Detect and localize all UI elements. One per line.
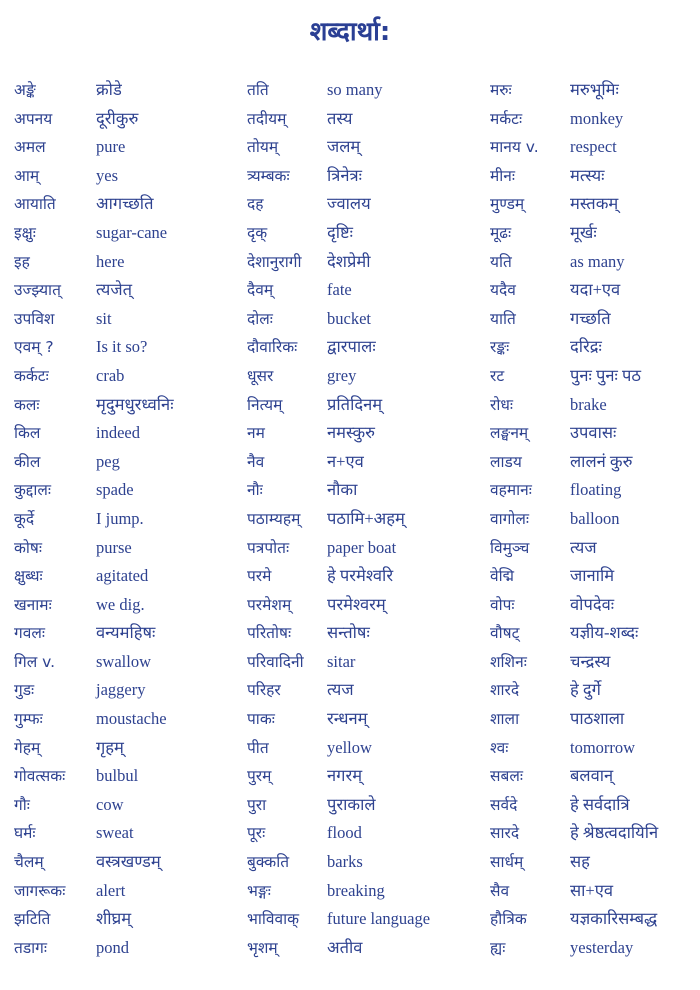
entry-word: वहमानः	[490, 481, 532, 500]
entry-word: भृशम्	[247, 938, 278, 957]
entry-meaning: pond	[96, 937, 129, 957]
entry-meaning: अतीव	[327, 937, 363, 957]
entry-meaning: तस्य	[327, 108, 353, 128]
entry-word: नित्यम्	[247, 395, 283, 414]
entry-meaning: मस्तकम्	[570, 194, 619, 214]
entry-meaning: बलवान्	[570, 766, 614, 786]
entry-meaning: fate	[327, 280, 352, 300]
entry-meaning: indeed	[96, 423, 140, 443]
entry-word: गौः	[14, 795, 30, 814]
entry-meaning: दरिद्रः	[570, 337, 602, 357]
entry-meaning: Is it so?	[96, 337, 148, 357]
entry-word: चैलम्	[14, 853, 44, 872]
entry-meaning: पुनः पुनः पठ	[570, 365, 641, 385]
entry-meaning: त्यज	[570, 537, 597, 557]
entry-word: देशानुरागी	[247, 252, 302, 271]
entry-word: इक्षुः	[14, 223, 36, 242]
entry-meaning: purse	[96, 537, 132, 557]
entry-word: श्वः	[490, 738, 509, 757]
entry-meaning: आगच्छति	[96, 194, 154, 214]
entry-word: दोलः	[247, 309, 273, 328]
entry-word: गुम्फः	[14, 710, 43, 729]
entry-word: अमल	[14, 138, 46, 157]
entry-meaning: I jump.	[96, 508, 144, 528]
entry-meaning: alert	[96, 880, 126, 900]
entry-word: यति	[490, 252, 512, 271]
entry-word: कुद्दालः	[14, 481, 52, 500]
entry-meaning: चन्द्रस्य	[570, 651, 611, 671]
entry-word: गिल v.	[14, 652, 56, 671]
entry-meaning: त्यजेत्	[96, 280, 133, 300]
entry-meaning: yellow	[327, 737, 372, 757]
entry-meaning: agitated	[96, 566, 149, 586]
entry-meaning: breaking	[327, 880, 385, 900]
entry-word: आयाति	[14, 195, 56, 214]
entry-meaning: सह	[570, 852, 590, 872]
entry-meaning: गृहम्	[96, 737, 124, 757]
entry-word: विमुञ्च	[490, 538, 530, 557]
entry-word: मुण्डम्	[490, 195, 525, 214]
entry-meaning: नगरम्	[327, 766, 363, 786]
entry-meaning: जलम्	[327, 137, 361, 157]
entry-word: शारदे	[490, 681, 520, 700]
entry-meaning: मृदुमधुरध्वनिः	[96, 394, 174, 414]
entry-word: पुरम्	[247, 767, 272, 786]
entry-word: मानय v.	[490, 138, 539, 157]
entry-word: परमेशम्	[247, 595, 292, 614]
entry-meaning: peg	[96, 451, 120, 471]
entry-meaning: barks	[327, 852, 363, 872]
entry-meaning: न+एव	[327, 451, 364, 471]
entry-meaning: we dig.	[96, 594, 145, 614]
entry-word: तोयम्	[247, 138, 279, 157]
entry-meaning: ज्वालय	[327, 194, 371, 214]
entry-word: जागरूकः	[14, 881, 66, 900]
entry-meaning: tomorrow	[570, 737, 636, 757]
entry-meaning: sit	[96, 308, 112, 328]
entry-meaning: सा+एव	[570, 880, 614, 900]
entry-meaning: grey	[327, 365, 357, 385]
entry-word: त्र्यम्बकः	[247, 166, 290, 185]
entry-meaning: द्वारपालः	[327, 337, 376, 357]
entry-meaning: शीघ्रम्	[96, 909, 132, 929]
entry-word: क्षुब्धः	[14, 567, 43, 586]
entry-meaning: लालनं कुरु	[570, 451, 633, 471]
entry-meaning: sweat	[96, 823, 134, 843]
entry-meaning: दृष्टिः	[327, 222, 354, 242]
entry-word: तदीयम्	[247, 109, 287, 128]
entry-meaning: here	[96, 251, 125, 271]
entry-meaning: sugar-cane	[96, 222, 168, 242]
entry-word: गवलः	[14, 624, 45, 643]
entry-word: नैव	[247, 452, 265, 471]
entry-meaning: हे परमेश्वरि	[327, 566, 394, 586]
entry-meaning: पाठशाला	[570, 709, 625, 729]
entry-meaning: moustache	[96, 709, 167, 729]
entry-meaning: हे श्रेष्ठत्वदायिनि	[570, 823, 659, 843]
entry-meaning: swallow	[96, 651, 151, 671]
entry-word: नौः	[247, 481, 263, 500]
entry-word: दृक्	[247, 223, 268, 242]
page-title: शब्दार्था:	[309, 17, 391, 47]
entry-word: भाविवाक्	[247, 910, 300, 929]
entry-meaning: गच्छति	[570, 308, 611, 328]
entry-word: मूढः	[490, 223, 512, 242]
entry-word: सैव	[490, 881, 510, 900]
entry-meaning: यदा+एव	[570, 280, 621, 300]
entry-word: परितोषः	[247, 624, 292, 643]
entry-word: शाला	[490, 710, 520, 729]
entry-meaning: yes	[96, 165, 118, 185]
entry-meaning: वोपदेवः	[570, 594, 615, 614]
entry-meaning: रन्धनम्	[327, 709, 368, 729]
entry-meaning: परमेश्वरम्	[327, 594, 386, 614]
entry-word: भङ्गः	[247, 881, 271, 900]
entry-meaning: pure	[96, 137, 126, 157]
entry-word: मीनः	[490, 166, 516, 185]
entry-word: अपनय	[14, 109, 53, 128]
entry-meaning: balloon	[570, 508, 620, 528]
entry-word: मरुः	[490, 81, 512, 99]
entry-word: लाडय	[490, 452, 522, 471]
entry-word: पठाम्यहम्	[247, 509, 301, 528]
entry-word: बुक्कति	[247, 853, 290, 872]
entry-word: आम्	[14, 166, 40, 185]
entry-word: गोवत्सकः	[14, 767, 66, 786]
entry-word: खनामः	[14, 595, 52, 614]
entry-meaning: जानामि	[570, 566, 615, 586]
entry-meaning: bulbul	[96, 766, 139, 786]
entry-meaning: brake	[570, 394, 607, 414]
entry-meaning: bucket	[327, 308, 371, 328]
entry-word: तति	[247, 81, 269, 99]
entry-word: कर्कटः	[14, 366, 49, 385]
entry-meaning: नौका	[327, 480, 358, 500]
entry-meaning: jaggery	[96, 680, 146, 700]
entry-word: पाकः	[247, 710, 275, 729]
entry-meaning: flood	[327, 823, 362, 843]
entry-word: सार्धम्	[490, 853, 524, 872]
entry-word: शशिनः	[490, 652, 527, 671]
entry-meaning: yesterday	[570, 937, 634, 957]
entry-word: सर्वदे	[490, 795, 518, 814]
entry-meaning: मत्स्यः	[570, 165, 605, 185]
entry-word: दौवारिकः	[247, 338, 298, 357]
entry-word: अङ्के	[14, 81, 36, 99]
entry-word: पुरा	[247, 795, 267, 814]
entry-meaning: so many	[327, 80, 383, 99]
entry-word: पीत	[247, 738, 269, 757]
entry-word: हौत्रिक	[490, 910, 527, 929]
entry-meaning: यज्ञकारिसम्बद्ध	[570, 909, 658, 929]
entry-meaning: दूरीकुरु	[96, 108, 139, 128]
entry-word: वोपः	[490, 595, 515, 614]
entry-meaning: sitar	[327, 651, 356, 671]
entry-meaning: हे दुर्गे	[570, 680, 601, 700]
entry-word: रङ्कः	[490, 338, 510, 357]
entry-word: परमे	[247, 567, 272, 586]
entry-word: एवम् ?	[14, 338, 54, 357]
entry-meaning: प्रतिदिनम्	[327, 394, 383, 414]
entry-word: तडागः	[14, 938, 47, 957]
entry-word: किल	[14, 424, 41, 443]
entry-meaning: वन्यमहिषः	[96, 623, 156, 643]
entry-word: याति	[490, 309, 516, 328]
entry-meaning: crab	[96, 365, 125, 385]
entry-meaning: spade	[96, 480, 134, 500]
entry-word: घर्मः	[14, 824, 36, 843]
entry-word: मर्कटः	[490, 109, 523, 128]
entry-meaning: floating	[570, 480, 622, 500]
entry-word: रट	[490, 366, 505, 385]
entry-word: यदैव	[490, 281, 516, 300]
entry-meaning: मूर्खः	[570, 222, 597, 242]
entry-word: नम	[247, 424, 265, 443]
entry-word: रोधः	[490, 395, 514, 414]
entry-word: कलः	[14, 395, 40, 414]
entry-meaning: यज्ञीय-शब्दः	[570, 623, 639, 643]
entry-word: गेहम्	[14, 738, 41, 757]
entry-word: सबलः	[490, 767, 523, 786]
entry-word: ह्यः	[490, 938, 506, 957]
entry-meaning: future language	[327, 909, 431, 929]
entry-meaning: respect	[570, 137, 617, 157]
entry-meaning: वस्त्रखण्डम्	[96, 852, 161, 872]
entry-word: लङ्घनम्	[490, 424, 529, 443]
entry-word: वौषट्	[490, 624, 520, 643]
entry-meaning: त्रिनेत्रः	[327, 165, 362, 185]
entry-meaning: paper boat	[327, 537, 397, 557]
entry-meaning: हे सर्वदात्रि	[570, 794, 630, 814]
entry-meaning: क्रोडे	[96, 80, 122, 99]
entry-meaning: उपवासः	[570, 423, 617, 443]
entry-meaning: त्यज	[327, 680, 354, 700]
entry-word: धूसर	[247, 366, 274, 385]
entry-word: झटिति	[14, 910, 51, 929]
entry-word: दह	[247, 195, 264, 214]
entry-word: उज्झ्यात्	[14, 281, 61, 300]
entry-word: दैवम्	[247, 281, 274, 300]
entry-word: वेद्मि	[490, 567, 514, 586]
entry-meaning: सन्तोषः	[327, 623, 370, 643]
entry-word: सारदे	[490, 824, 520, 843]
entry-word: उपविश	[14, 309, 55, 328]
entry-meaning: as many	[570, 251, 625, 271]
entry-meaning: cow	[96, 794, 124, 814]
entry-meaning: पुराकाले	[327, 794, 376, 814]
entry-word: गुडः	[14, 681, 35, 700]
entry-meaning: पठामि+अहम्	[327, 508, 405, 528]
entry-meaning: monkey	[570, 108, 624, 128]
entry-meaning: देशप्रेमी	[327, 251, 371, 271]
entry-word: परिहर	[247, 681, 281, 700]
entry-word: पूरः	[247, 824, 266, 843]
entry-word: परिवादिनी	[247, 652, 304, 671]
entry-word: कोषः	[14, 538, 43, 557]
entry-word: पत्रपोतः	[247, 538, 290, 557]
entry-meaning: नमस्कुरु	[327, 423, 375, 443]
entry-word: वागोलः	[490, 509, 530, 528]
entry-word: कूर्दे	[14, 509, 35, 528]
entry-word: कील	[14, 452, 41, 471]
entry-meaning: मरुभूमिः	[570, 80, 619, 99]
entry-word: इह	[14, 252, 30, 271]
